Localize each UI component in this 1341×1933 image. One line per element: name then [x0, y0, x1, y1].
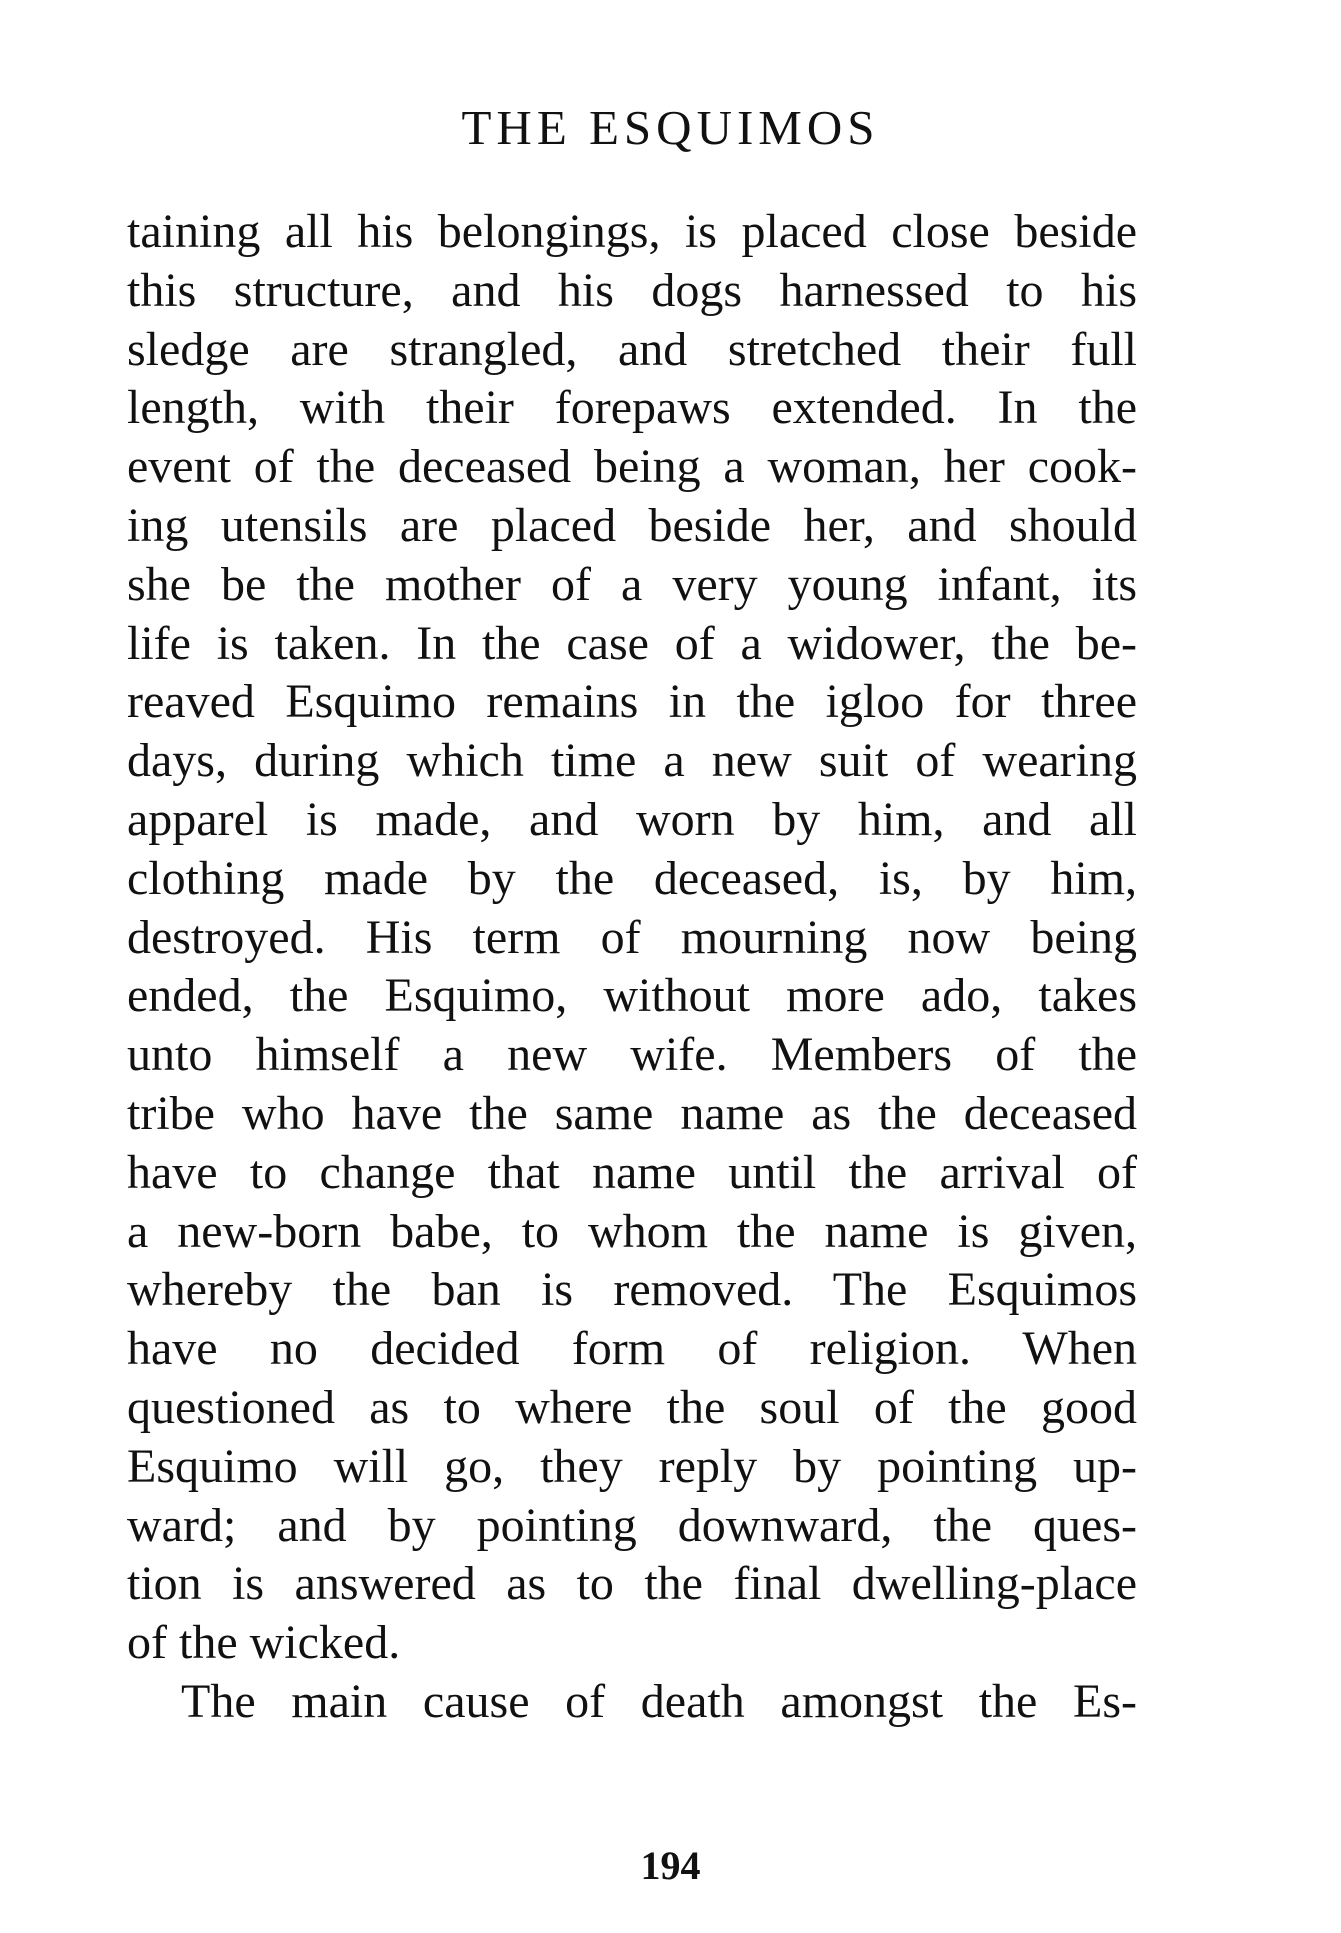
text-line: tion is answered as to the final dwelling-place	[127, 1557, 1137, 1611]
text-line: destroyed. His term of mourning now being	[127, 910, 1137, 964]
text-line: tribe who have the same name as the deceased	[127, 1086, 1137, 1140]
text-line: length, with their forepaws extended. In the	[127, 381, 1137, 435]
text-line: Esquimo will go, they reply by pointing up-	[127, 1439, 1137, 1493]
text-line: ward; and by pointing downward, the ques-	[127, 1498, 1137, 1552]
text-line: ended, the Esquimo, without more ado, takes	[127, 969, 1137, 1023]
page-number: 194	[640, 1843, 701, 1888]
text-line: have to change that name until the arrival of	[127, 1145, 1137, 1199]
running-head: THE ESQUIMOS	[461, 100, 880, 155]
text-line: ing utensils are placed beside her, and should	[127, 498, 1137, 552]
text-line: whereby the ban is removed. The Esquimos	[127, 1263, 1137, 1317]
text-line: this structure, and his dogs harnessed to his	[127, 263, 1137, 317]
text-line: days, during which time a new suit of wearing	[127, 734, 1137, 788]
text-line: event of the deceased being a woman, her cook-	[127, 440, 1137, 494]
text-line: have no decided form of religion. When	[127, 1322, 1137, 1376]
text-line: a new-born babe, to whom the name is given,	[127, 1204, 1137, 1258]
body-text	[127, 203, 1137, 1732]
text-line: sledge are strangled, and stretched their full	[127, 322, 1137, 376]
text-line: she be the mother of a very young infant, its	[127, 557, 1137, 611]
text-line: The main cause of death amongst the Es-	[181, 1674, 1137, 1728]
text-line: clothing made by the deceased, is, by him,	[127, 851, 1137, 905]
text-line: taining all his belongings, is placed close beside	[127, 205, 1137, 258]
text-line: reaved Esquimo remains in the igloo for three	[127, 675, 1137, 729]
text-line: apparel is made, and worn by him, and all	[127, 792, 1137, 846]
text-line: life is taken. In the case of a widower, the be-	[127, 616, 1137, 670]
text-line: of the wicked.	[127, 1616, 401, 1670]
text-line: questioned as to where the soul of the good	[127, 1380, 1137, 1434]
text-line: unto himself a new wife. Members of the	[127, 1028, 1137, 1082]
